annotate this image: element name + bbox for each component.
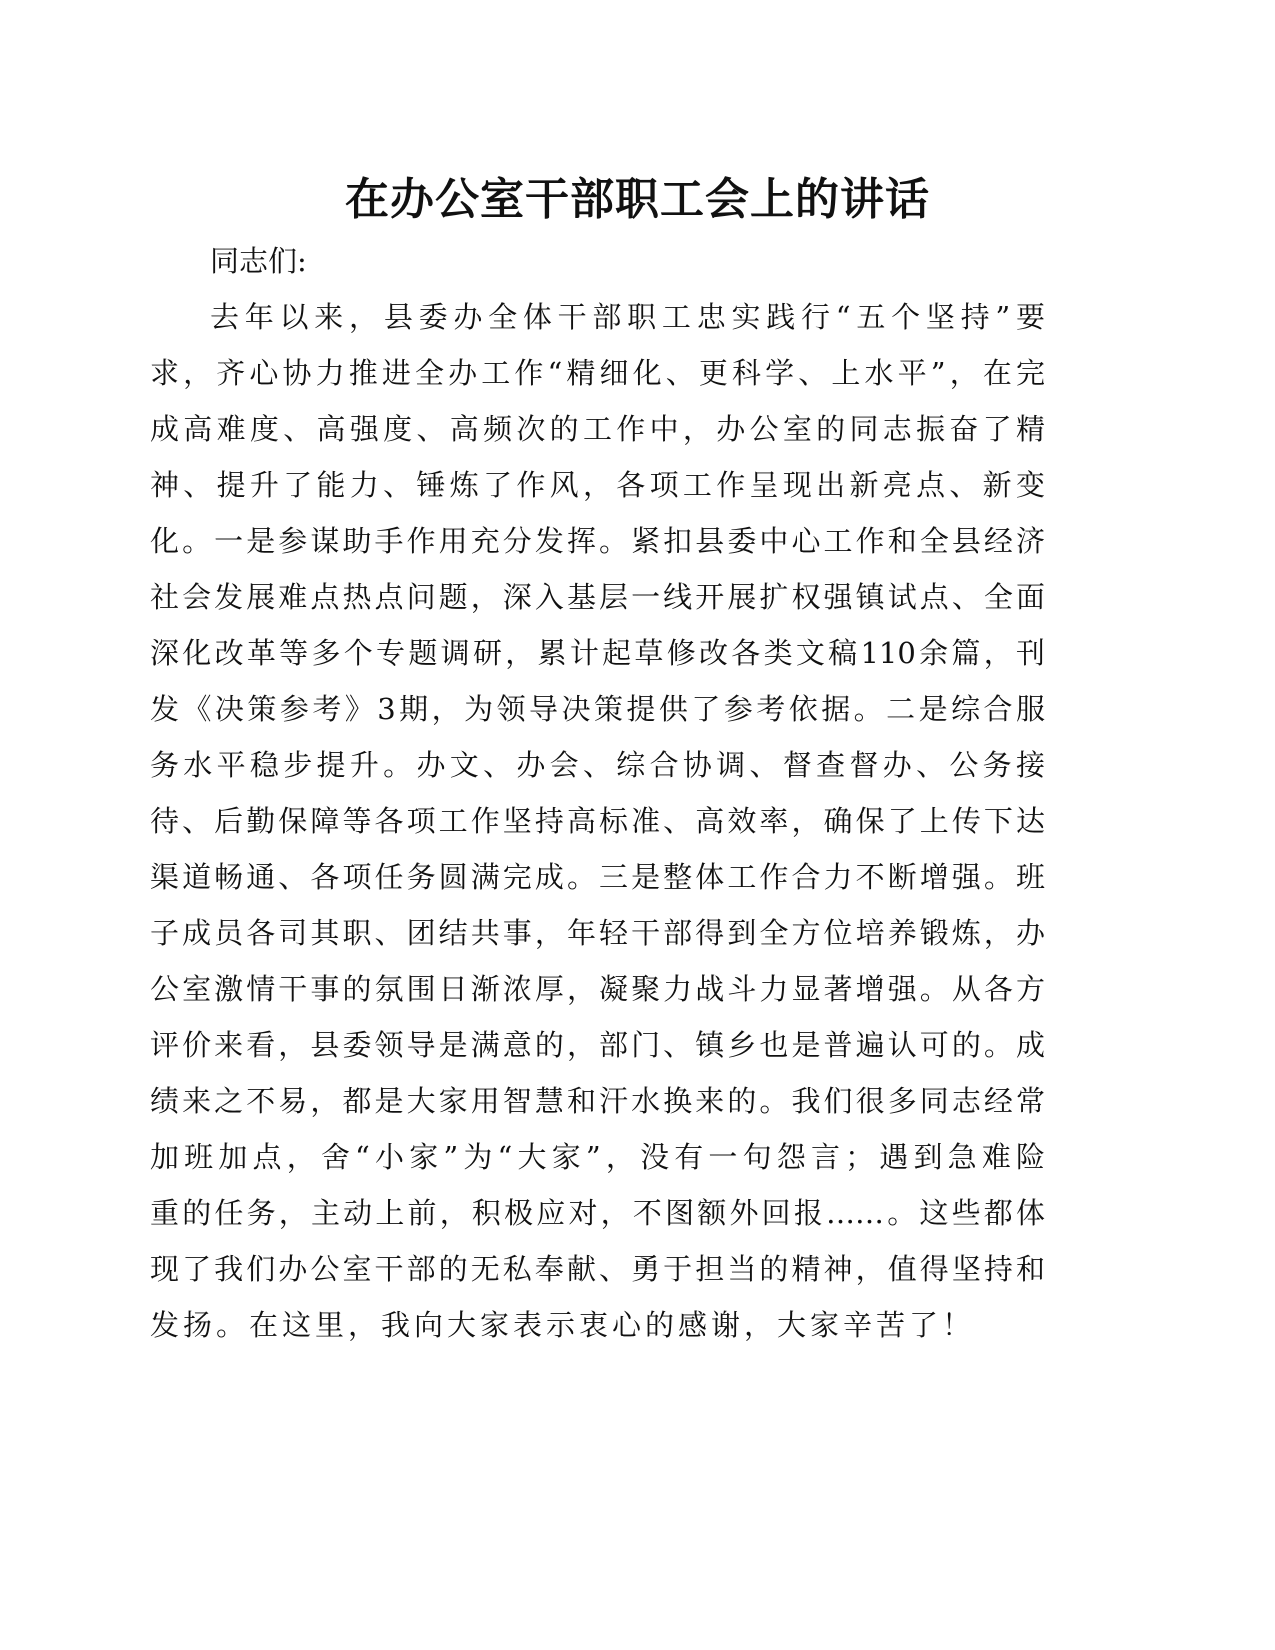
paragraph-line: 重的任务，主动上前，积极应对，不图额外回报……。这些都体	[150, 1196, 1045, 1230]
paragraph-line: 社会发展难点热点问题，深入基层一线开展扩权强镇试点、全面	[150, 580, 1045, 614]
paragraph-line: 求，齐心协力推进全办工作“精细化、更科学、上水平”，在完	[150, 356, 1045, 390]
salutation: 同志们:	[210, 244, 307, 278]
paragraph-line: 待、后勤保障等各项工作坚持高标准、高效率，确保了上传下达	[150, 804, 1045, 838]
paragraph-line: 务水平稳步提升。办文、办会、综合协调、督查督办、公务接	[150, 748, 1045, 782]
paragraph-line: 发《决策参考》3期，为领导决策提供了参考依据。二是综合服	[150, 692, 1045, 726]
paragraph-line: 去年以来，县委办全体干部职工忠实践行“五个坚持”要	[210, 300, 1045, 334]
paragraph-line: 发扬。在这里，我向大家表示衷心的感谢，大家辛苦了！	[150, 1308, 976, 1342]
paragraph-line: 子成员各司其职、团结共事，年轻干部得到全方位培养锻炼，办	[150, 916, 1045, 950]
paragraph-line: 加班加点，舍“小家”为“大家”，没有一句怨言；遇到急难险	[150, 1140, 1045, 1174]
paragraph-line: 神、提升了能力、锤炼了作风，各项工作呈现出新亮点、新变	[150, 468, 1045, 502]
paragraph-line: 化。一是参谋助手作用充分发挥。紧扣县委中心工作和全县经济	[150, 524, 1045, 558]
document-title: 在办公室干部职工会上的讲话	[345, 174, 930, 225]
paragraph-line: 公室激情干事的氛围日渐浓厚，凝聚力战斗力显著增强。从各方	[150, 972, 1045, 1006]
paragraph-line: 渠道畅通、各项任务圆满完成。三是整体工作合力不断增强。班	[150, 860, 1045, 894]
paragraph-line: 绩来之不易，都是大家用智慧和汗水换来的。我们很多同志经常	[150, 1084, 1045, 1118]
paragraph-line: 评价来看，县委领导是满意的，部门、镇乡也是普遍认可的。成	[150, 1028, 1045, 1062]
paragraph-line: 成高难度、高强度、高频次的工作中，办公室的同志振奋了精	[150, 412, 1045, 446]
paragraph-line: 现了我们办公室干部的无私奉献、勇于担当的精神，值得坚持和	[150, 1252, 1045, 1286]
document-body	[150, 233, 1045, 1353]
paragraph-line: 深化改革等多个专题调研，累计起草修改各类文稿110余篇，刊	[150, 636, 1045, 670]
